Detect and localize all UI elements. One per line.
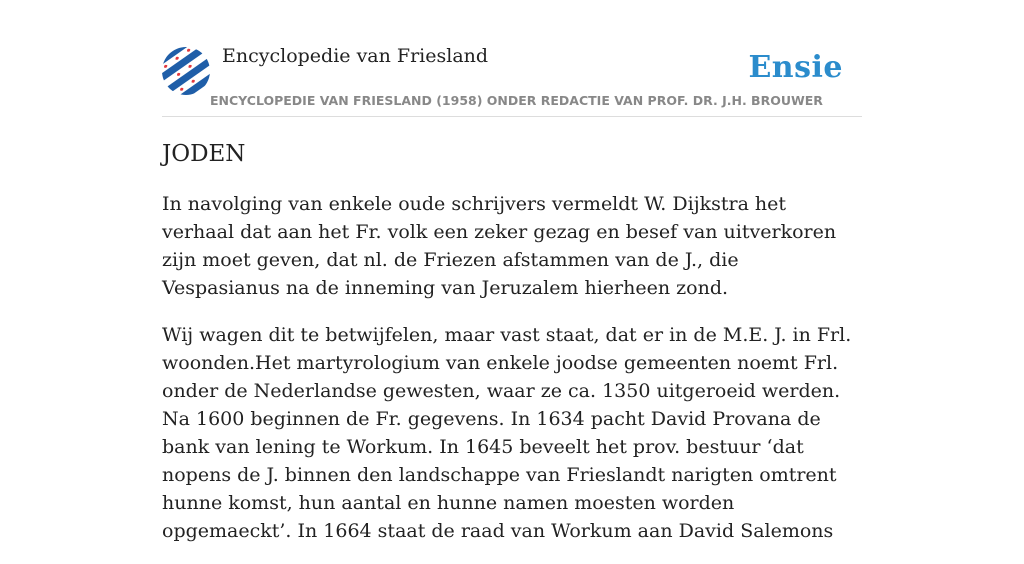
frisian-flag-logo-icon[interactable] (162, 47, 210, 95)
site-header (162, 0, 862, 117)
encyclopedia-subtitle: ENCYCLOPEDIE VAN FRIESLAND (1958) ONDER REDACTIE VAN PROF. DR. J.H. BROUWER (210, 93, 823, 108)
ensie-brand-logo[interactable]: Ensie (748, 50, 843, 85)
article-paragraph-2: Wij wagen dit te betwijfelen, maar vast staat, dat er in de M.E. J. in Frl. woonden.Het martyrologium van enkele joodse gemeenten noemt Frl. onder de Nederlandse gewesten, waar ze ca. 1350 uitgeroeid werden. Na 1600 beginnen de Fr. gegevens. In 1634 pacht David Provana de bank van lening te Workum. In 1645 beveelt het prov. bestuur ‘dat nopens de J. binnen den landschappe van Frieslandt narigten omtrent hunne komst, hun aantal en hunne namen moesten worden opgemaeckt’. In 1664 staat de raad van Workum aan David Salemons (162, 324, 852, 542)
article (162, 138, 862, 564)
site-title[interactable]: Encyclopedie van Friesland (222, 45, 489, 67)
page (162, 0, 862, 542)
article-paragraph-1: In navolging van enkele oude schrijvers vermeldt W. Dijkstra het verhaal dat aan het Fr. volk een zeker gezag en besef van uitverkoren zijn moet geven, dat nl. de Friezen afstammen van de J., die Vespasianus na de inneming van Jeruzalem hierheen zond. (162, 193, 837, 299)
article-title: JODEN (162, 141, 246, 167)
